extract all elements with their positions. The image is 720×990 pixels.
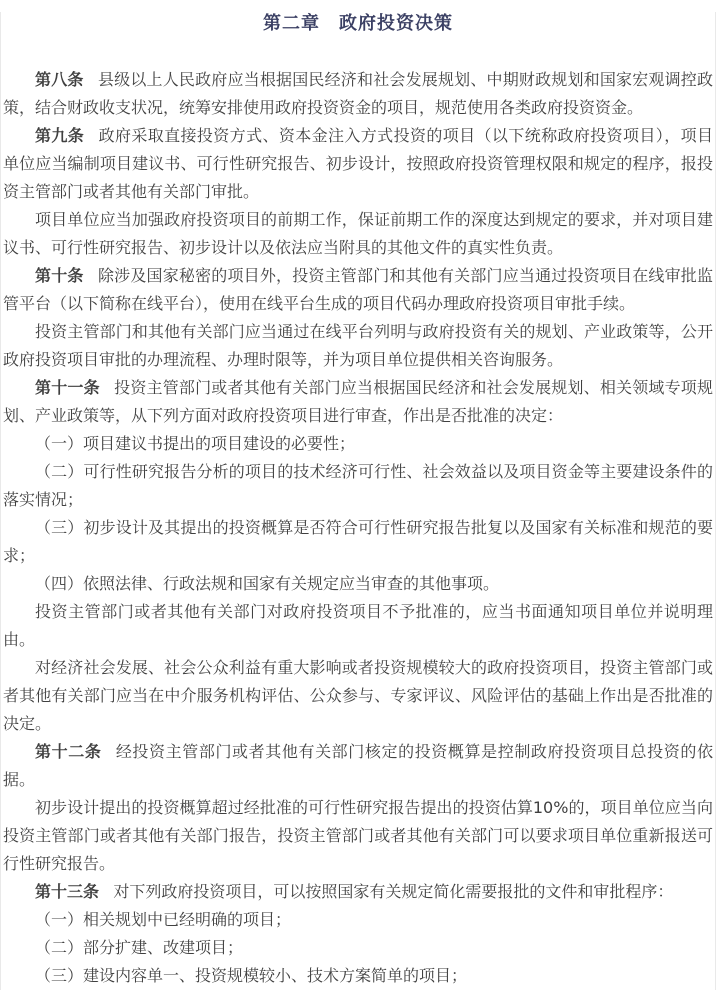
paragraph: [3, 962, 713, 990]
paragraph-text: 除涉及国家秘密的项目外，投资主管部门和其他有关部门应当通过投资项目在线审批监管平台（以下简称在线平台），使用在线平台生成的项目代码办理政府投资项目审批手续。: [3, 266, 713, 313]
paragraph-text: （一）相关规划中已经明确的项目；: [35, 910, 292, 929]
article-number-label: 第十三条: [35, 882, 100, 901]
paragraph: [3, 458, 713, 514]
paragraph: [3, 598, 713, 654]
article-number-label: 第十条: [35, 266, 84, 285]
paragraph: [3, 66, 713, 122]
paragraph-text: 项目单位应当加强政府投资项目的前期工作，保证前期工作的深度达到规定的要求，并对项目建议书、可行性研究报告、初步设计以及依法应当附具的其他文件的真实性负责。: [3, 210, 713, 257]
paragraph: [3, 262, 713, 318]
paragraph: [3, 514, 713, 570]
paragraph-text: 对经济社会发展、社会公众利益有重大影响或者投资规模较大的政府投资项目，投资主管部门或者其他有关部门应当在中介服务机构评估、公众参与、专家评议、风险评估的基础上作出是否批准的决定。: [3, 658, 713, 733]
paragraph-text: （一）项目建议书提出的项目建设的必要性；: [35, 434, 356, 453]
paragraph-text: 投资主管部门或者其他有关部门应当根据国民经济和社会发展规划、相关领域专项规划、产业政策等，从下列方面对政府投资项目进行审查，作出是否批准的决定：: [3, 378, 713, 425]
legal-document-page: [0, 12, 716, 990]
paragraph: [3, 318, 713, 374]
paragraph: [3, 206, 713, 262]
article-number-label: 第九条: [35, 126, 85, 145]
paragraph: [3, 738, 713, 794]
paragraph-text: 对下列政府投资项目，可以按照国家有关规定简化需要报批的文件和审批程序：: [113, 882, 674, 901]
paragraph-text: （三）建设内容单一、投资规模较小、技术方案简单的项目；: [35, 966, 468, 985]
paragraph: [3, 878, 713, 906]
paragraph-text: （四）依照法律、行政法规和国家有关规定应当审查的其他事项。: [35, 574, 500, 593]
article-number-label: 第十二条: [35, 742, 102, 761]
paragraph-text: 政府采取直接投资方式、资本金注入方式投资的项目（以下统称政府投资项目），项目单位应当编制项目建议书、可行性研究报告、初步设计，按照政府投资管理权限和规定的程序，报投资主管部门或者其他有关部门审批。: [3, 126, 713, 201]
paragraph: [3, 430, 713, 458]
paragraph-text: （二）可行性研究报告分析的项目的技术经济可行性、社会效益以及项目资金等主要建设条件的落实情况；: [3, 462, 713, 509]
paragraph: [3, 794, 713, 878]
paragraph-text: 经投资主管部门或者其他有关部门核定的投资概算是控制政府投资项目总投资的依据。: [3, 742, 713, 789]
paragraph-text: （二）部分扩建、改建项目；: [35, 938, 244, 957]
paragraph: [3, 654, 713, 738]
chapter-title: 第二章 政府投资决策: [263, 13, 453, 34]
paragraph-text: 投资主管部门和其他有关部门应当通过在线平台列明与政府投资有关的规划、产业政策等，公开政府投资项目审批的办理流程、办理时限等，并为项目单位提供相关咨询服务。: [3, 322, 713, 369]
paragraph: [3, 570, 713, 598]
paragraph: [3, 934, 713, 962]
paragraph: [3, 122, 713, 206]
article-number-label: 第八条: [35, 70, 84, 89]
paragraph-text: 初步设计提出的投资概算超过经批准的可行性研究报告提出的投资估算10%的，项目单位应当向投资主管部门或者其他有关部门报告，投资主管部门或者其他有关部门可以要求项目单位重新报送可行性研究报告。: [3, 798, 713, 873]
article-number-label: 第十一条: [35, 378, 100, 397]
paragraph: [3, 374, 713, 430]
document-body: [3, 66, 713, 990]
paragraph-text: 投资主管部门或者其他有关部门对政府投资项目不予批准的，应当书面通知项目单位并说明理由。: [3, 602, 713, 649]
paragraph: [3, 906, 713, 934]
paragraph-text: （三）初步设计及其提出的投资概算是否符合可行性研究报告批复以及国家有关标准和规范的要求；: [3, 518, 713, 565]
paragraph-text: 县级以上人民政府应当根据国民经济和社会发展规划、中期财政规划和国家宏观调控政策，结合财政收支状况，统筹安排使用政府投资资金的项目，规范使用各类政府投资资金。: [3, 70, 713, 117]
